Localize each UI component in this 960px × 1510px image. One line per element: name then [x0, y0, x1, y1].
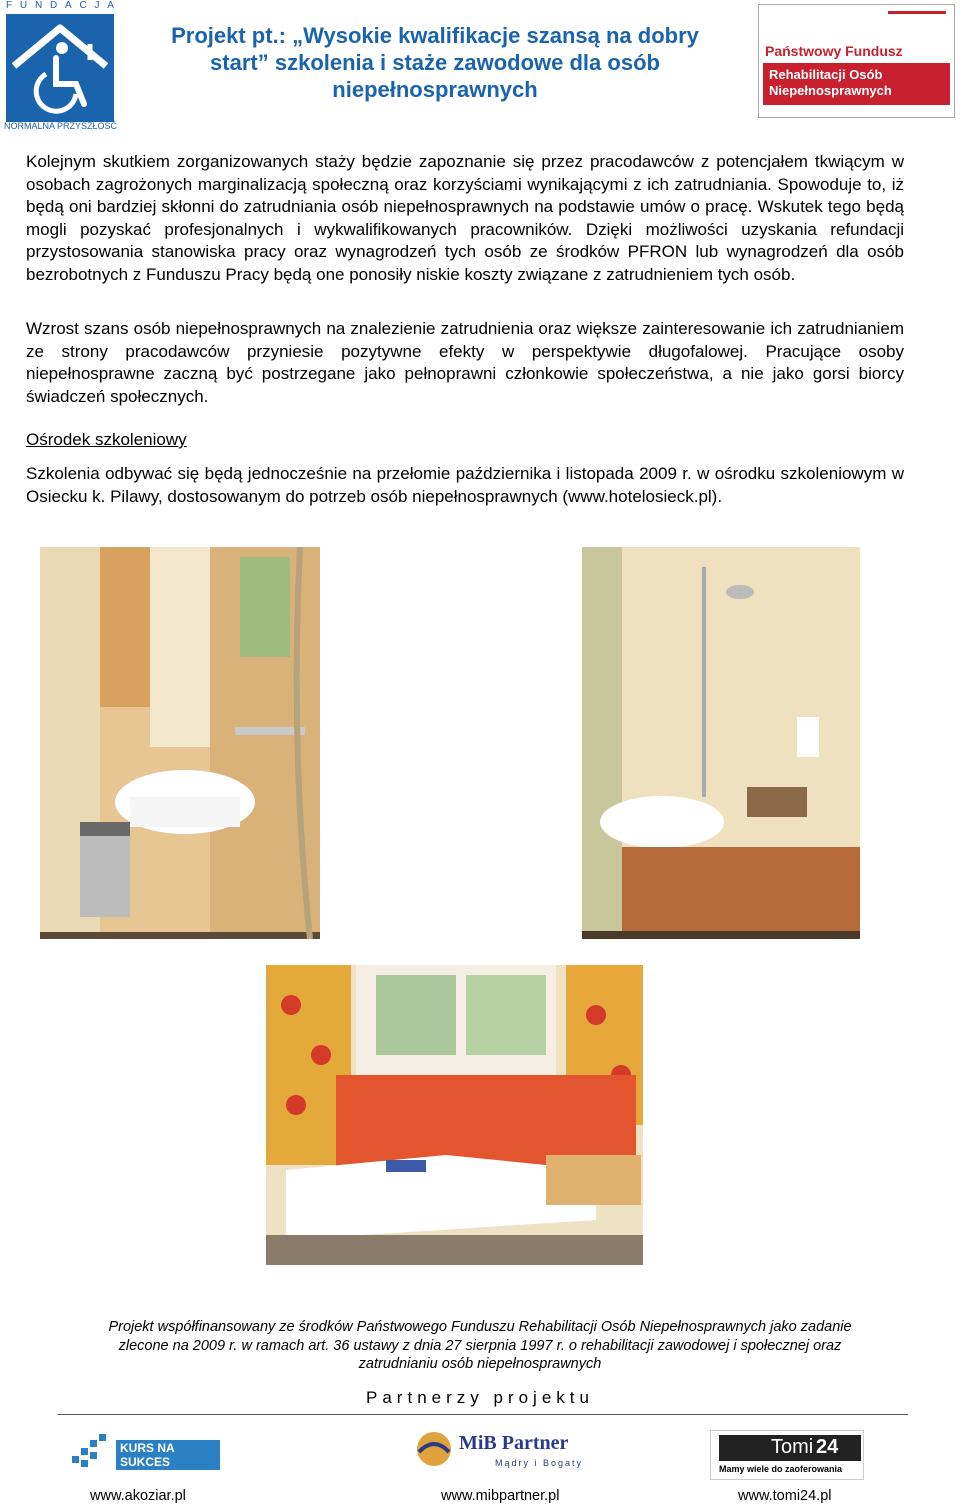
footer-line: Projekt współfinansowany ze środków Państwowego Funduszu Rehabilitacji Osób Niepełnosprawnych jako zadanie	[108, 1319, 852, 1335]
footer-note	[40, 1318, 920, 1374]
mib-partner-logo	[415, 1428, 585, 1474]
title-line: niepełnosprawnych	[332, 77, 538, 102]
logo-letter: D	[49, 0, 58, 11]
pfron-logo-line: Niepełnosprawnych	[769, 83, 892, 98]
paragraph-3: Szkolenia odbywać się będą jednocześnie na przełomie października i listopada 2009 r. w ośrodku szkoleniowym w Osiecku k. Pilawy, dostosowanym do potrzeb osób niepełnosprawnych (www.hotelosieck.pl).	[26, 464, 904, 506]
partner-url-mibpartner[interactable]: www.mibpartner.pl	[441, 1488, 560, 1504]
logo-accent-bar	[888, 11, 946, 14]
partner-url-akoziar[interactable]: www.akoziar.pl	[90, 1488, 186, 1504]
wheelchair-house-logo-icon	[6, 14, 114, 122]
tomi-logo-number: 24	[816, 1436, 839, 1458]
logo-letter: C	[79, 0, 87, 11]
tomi24-logo	[710, 1430, 864, 1480]
footer-line: zatrudnianiu osób niepełnosprawnych	[358, 1356, 602, 1372]
mib-globe-icon	[415, 1430, 453, 1468]
tomi-logo-text: Tomi	[771, 1436, 814, 1458]
logo-letter: A	[107, 0, 114, 11]
footer-line: zlecone na 2009 r. w ramach art. 36 ustawy z dnia 27 sierpnia 1997 r. o rehabilitacji zawodowej i społecznej oraz	[118, 1337, 842, 1354]
logo-letter: U	[19, 0, 28, 11]
pfron-logo-line: Rehabilitacji Osób	[769, 67, 883, 82]
divider	[58, 1414, 908, 1415]
logo-letter: N	[34, 0, 43, 11]
mib-logo-text: MiB Partner	[459, 1432, 569, 1454]
page-title	[130, 22, 740, 103]
kurs-na-sukces-logo	[70, 1426, 220, 1478]
kurs-logo-text: KURS NA SUKCES	[116, 1440, 220, 1470]
logo-caption: NORMALNA PRZYSZŁOŚĆ	[4, 121, 118, 131]
logo-letter: F	[6, 0, 13, 11]
bathroom-sink-photo	[40, 547, 320, 939]
pfron-logo-top: Państwowy Fundusz	[765, 43, 903, 59]
foundation-logo-letters	[6, 0, 114, 11]
shower-photo	[582, 547, 860, 939]
partners-label: Partnerzy projektu	[366, 1388, 594, 1407]
title-line: Projekt pt.: „Wysokie kwalifikacje szansą na dobry	[171, 23, 699, 48]
paragraph-2: Wzrost szans osób niepełnosprawnych na znalezienie zatrudnienia oraz większe zainteresowanie ich zatrudnianiem ze strony pracodawców przyniesie pozytywne efekty w perspektywie długofalowej. Pracujące osoby niepełnosprawne zaczną być postrzegane jako pełnoprawni członkowie społeczeństwa, a nie jako gorsi biorcy świadczeń społecznych.	[26, 319, 904, 406]
paragraph-1: Kolejnym skutkiem zorganizowanych staży będzie zapoznanie się przez pracodawców z potencjałem tkwiącym w osobach zagrożonych marginalizacją społeczną oraz korzyściami wynikającymi z ich zatrudniania. Spowoduje to, iż będą oni bardziej skłonni do zatrudniania osób niepełnosprawnych na podstawie umów o pracę. Wskutek tego będą mogli pozyskać profesjonalnych i wykwalifikowanych pracowników. Dzięki możliwości uzyskania refundacji przystosowania stanowiska pracy oraz wynagrodzeń tych osób ze środków PFRON lub wynagrodzeń dla osób bezrobotnych z Funduszu Pracy będą one ponosiły niskie koszty związane z zatrudnieniem tych osób.	[26, 152, 904, 284]
partner-url-tomi24[interactable]: www.tomi24.pl	[738, 1488, 832, 1504]
logo-letter: A	[65, 0, 72, 11]
title-line: start” szkolenia i staże zawodowe dla osób	[210, 50, 660, 75]
tomi-logo-tagline: Mamy wiele do zaoferowania	[719, 1464, 843, 1474]
bedroom-photo	[266, 965, 643, 1265]
mib-logo-tagline: Mądry i Bogaty	[495, 1458, 584, 1468]
pfron-logo	[758, 4, 955, 118]
logo-letter: J	[94, 0, 100, 11]
pfron-logo-box	[763, 63, 950, 105]
section-heading: Ośrodek szkoleniowy	[26, 430, 187, 449]
